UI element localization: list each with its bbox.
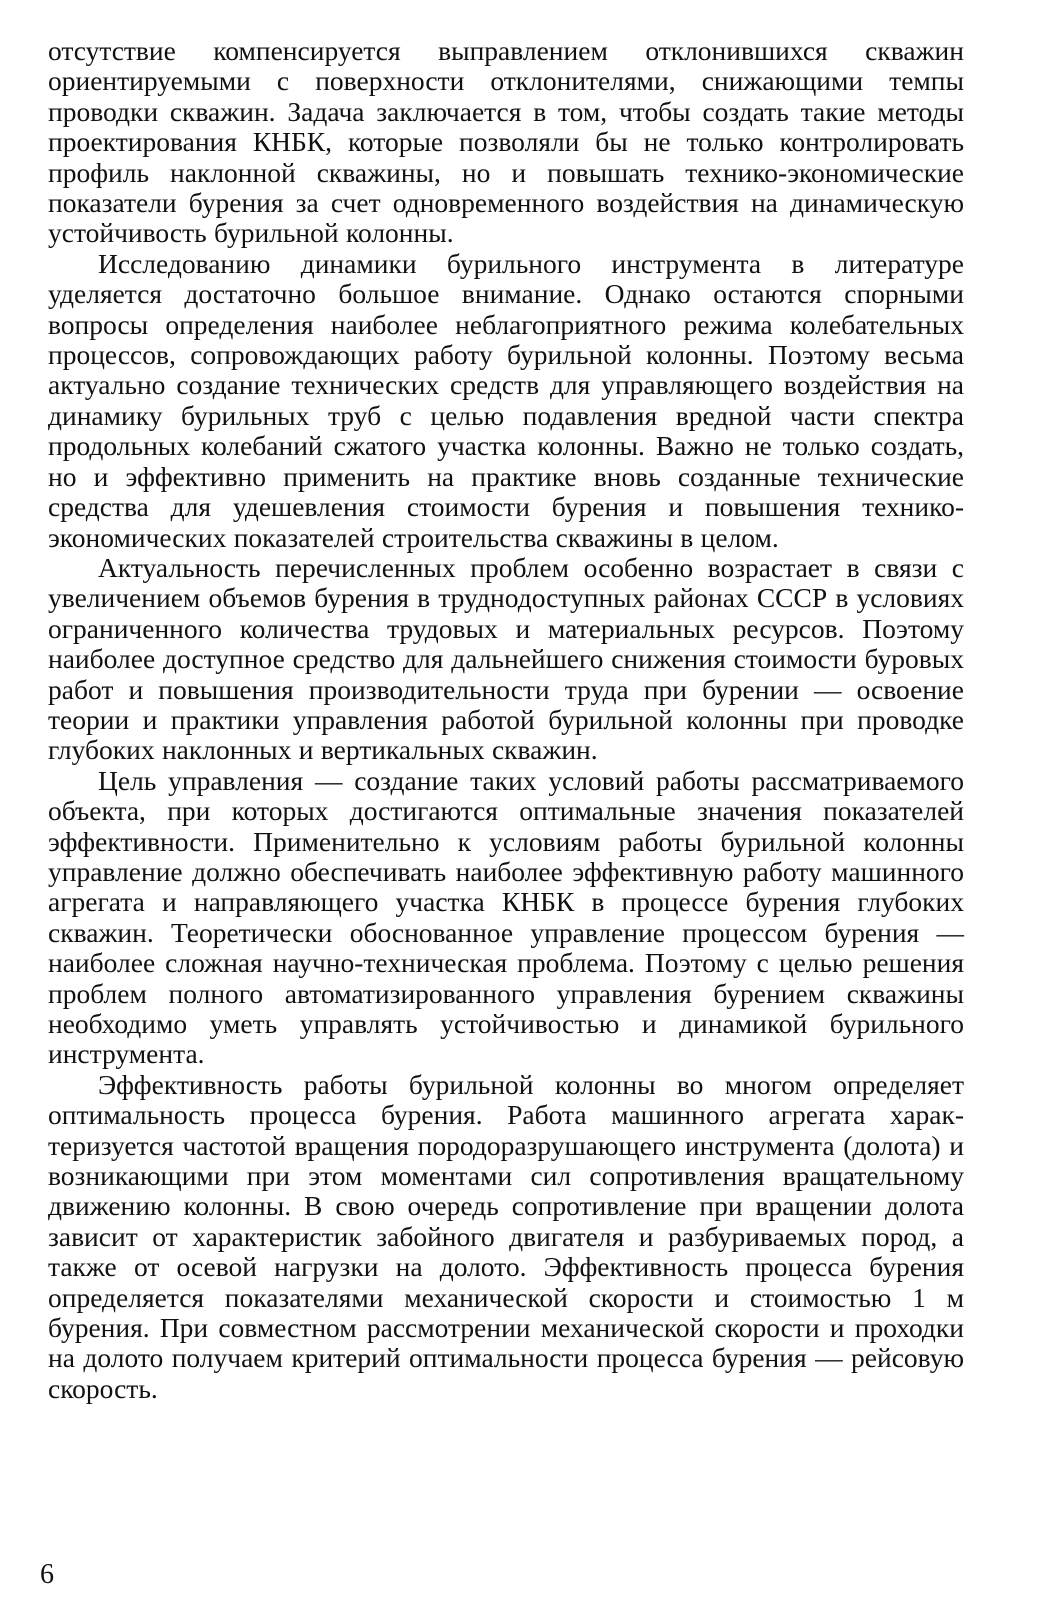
paragraph-1: отсутствие компенсируется выправлением отклонившихся скважин ориентируемыми с поверхности отклонителями, снижающими темпы проводки скважин. Задача заключается в том, чтобы создать такие методы проектирования КНБК, которые позволяли бы не только контролировать профиль наклонной скважины, но и повышать технико-экономические показатели бурения за счет одновременного воздействия на динамическую устойчивость бурильной колонны. bbox=[48, 35, 964, 249]
paragraph-5: Эффективность работы бурильной колонны во многом определяет оптимальность процесса бурения. Работа машинного агрегата характеризуется частотой вращения породоразрушающего инструмента (долота) и возникающими при этом моментами сил сопротивления вращательному движению колонны. В свою очередь сопротивление при вращении долота зависит от характеристик забойного двигателя и разбуриваемых пород, а также от осевой нагрузки на долото. Эффективность процесса бурения определяется показателями механической скорости и стоимостью 1 м бурения. При совместном рассмотрении механической скорости и проходки на долото получаем критерий оптимальности процесса бурения — рейсовую скорость. bbox=[48, 1068, 964, 1404]
page-body bbox=[48, 36, 964, 1404]
paragraph-4: Цель управления — создание таких условий работы рассматриваемого объекта, при которых достигаются оптимальные значения показателей эффективности. Применительно к условиям работы бурильной колонны управление должно обеспечивать наиболее эффективную работу машинного агрегата и направляющего участка КНБК в процессе бурения глубоких скважин. Теоретически обоснованное управление процессом бурения — наиболее сложная научно-техническая проблема. Поэтому с целью решения проблем полного автоматизированного управления бурением скважины необходимо уметь управлять устойчивостью и динамикой бурильного инструмента. bbox=[48, 764, 964, 1070]
page-number: 6 bbox=[40, 1559, 54, 1590]
paragraph-2: Исследованию динамики бурильного инструмента в литературе уделяется достаточно большое внимание. Однако остаются спорными вопросы определения наиболее неблагоприятного режима колебательных процессов, сопровождающих работу бурильной колонны. Поэтому весьма актуально создание технических средств для управляющего воздействия на динамику бурильных труб с целью подавления вредной части спектра продольных колебаний сжатого участка колонны. Важно не только создать, но и эффективно применить на практике вновь созданные технические средства для удешевления стоимости бурения и повышения технико-экономических показателей строительства скважины в целом. bbox=[48, 247, 964, 553]
paragraph-3: Актуальность перечисленных проблем особенно возрастает в связи с увеличением объемов бурения в труднодоступных районах СССР в условиях ограниченного количества трудовых и материальных ресурсов. Поэтому наиболее доступное средство для дальнейшего снижения стоимости буровых работ и повышения производительности труда при бурении — освоение теории и практики управления работой бурильной колонны при проводке глубоких наклонных и вертикальных скважин. bbox=[48, 551, 964, 766]
